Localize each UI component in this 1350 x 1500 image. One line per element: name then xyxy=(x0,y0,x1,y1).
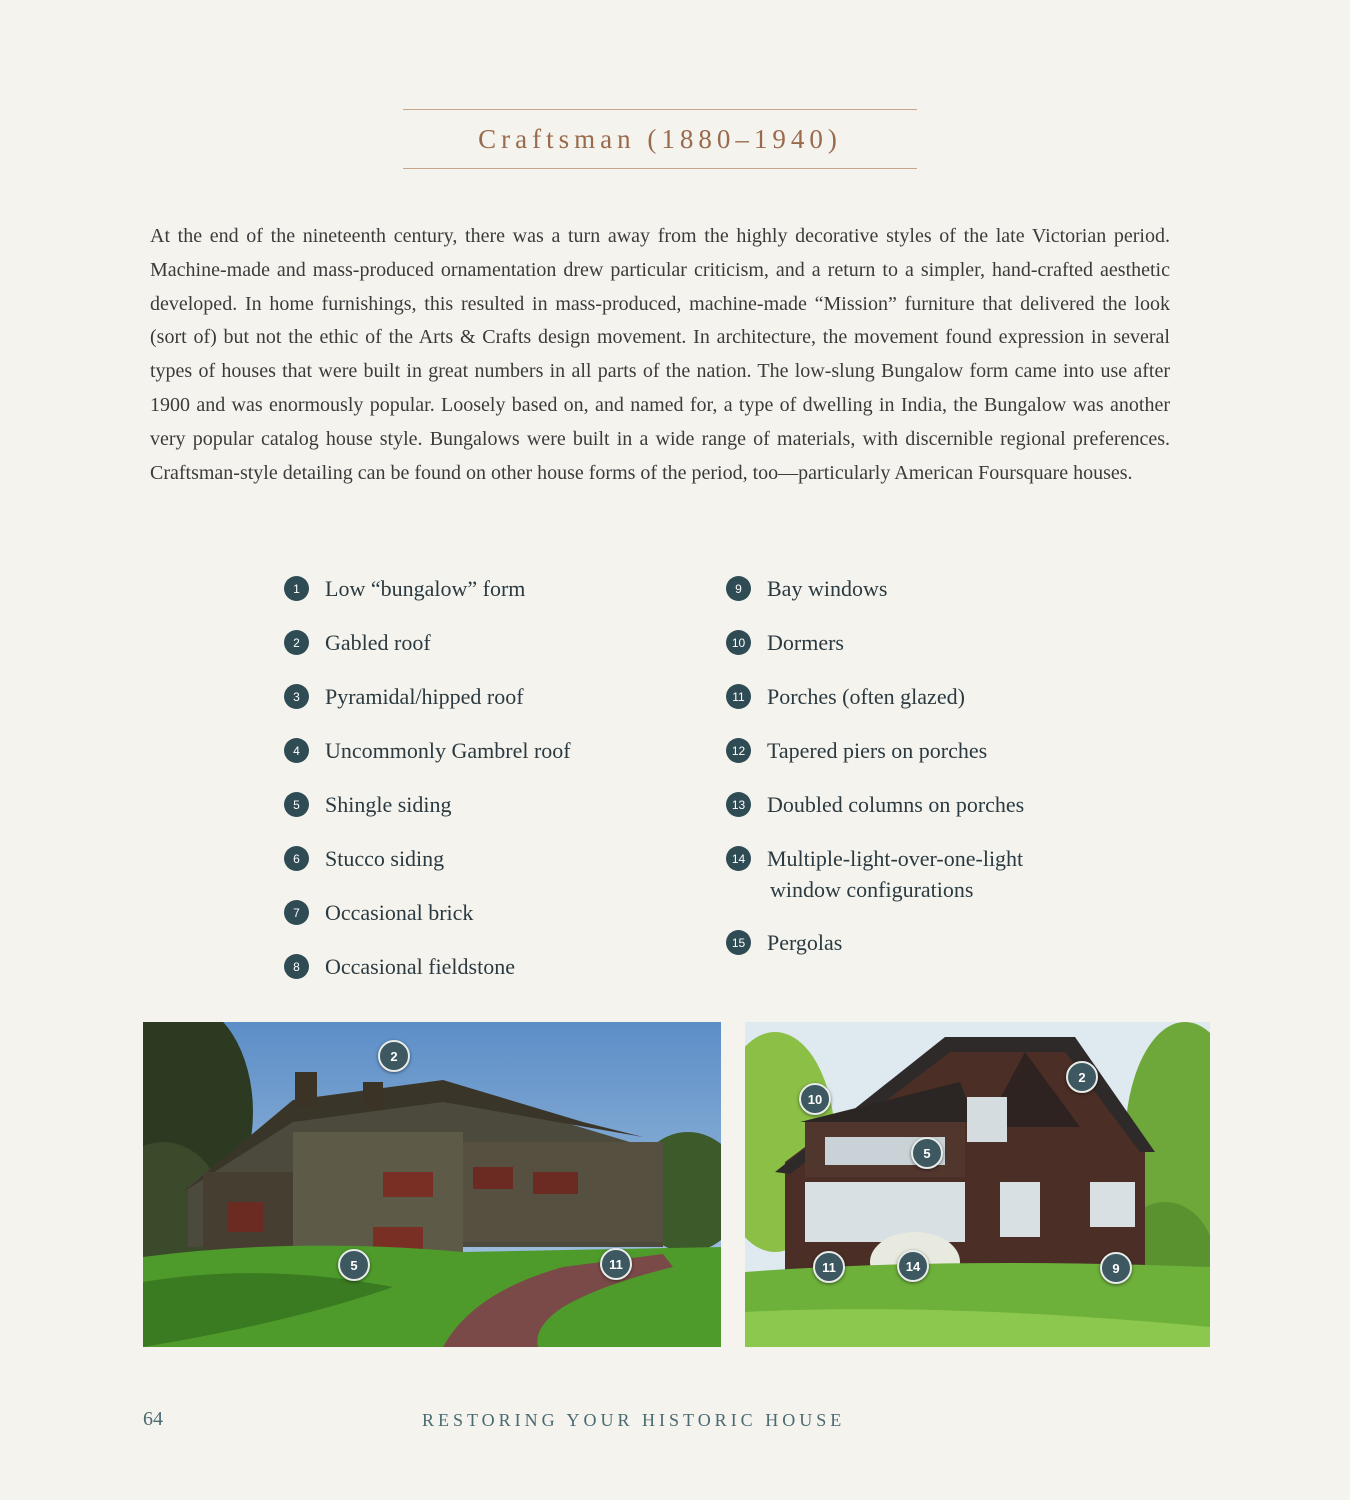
feature-number-badge: 9 xyxy=(726,576,751,601)
photo-callout-marker: 14 xyxy=(897,1250,929,1282)
feature-label: Pergolas xyxy=(767,930,843,955)
photo-callout-marker: 11 xyxy=(600,1248,632,1280)
feature-label: Low “bungalow” form xyxy=(325,576,526,601)
feature-number-badge: 6 xyxy=(284,846,309,871)
feature-label: Shingle siding xyxy=(325,792,452,817)
photo-craftsman-house-1 xyxy=(143,1022,721,1347)
feature-number-badge: 15 xyxy=(726,930,751,955)
feature-item xyxy=(726,573,887,604)
feature-item xyxy=(284,843,444,874)
feature-label: Dormers xyxy=(767,630,844,655)
photo-callout-marker: 9 xyxy=(1100,1252,1132,1284)
photo-craftsman-house-2 xyxy=(745,1022,1210,1347)
feature-item xyxy=(726,735,987,766)
feature-label: Gabled roof xyxy=(325,630,431,655)
feature-number-badge: 8 xyxy=(284,954,309,979)
feature-item xyxy=(726,789,1024,820)
feature-label: Tapered piers on porches xyxy=(767,738,988,763)
feature-number-badge: 13 xyxy=(726,792,751,817)
feature-number-badge: 10 xyxy=(726,630,751,655)
feature-label: Occasional fieldstone xyxy=(325,954,515,979)
intro-paragraph: At the end of the nineteenth century, there was a turn away from the highly decorative styles of the late Victorian period. Machine-made and mass-produced ornamentation drew particular criticism, and a return to a simpler, hand-crafted aesthetic developed. In home furnishings, this resulted in mass-produced, machine-made “Mission” furniture that delivered the look (sort of) but not the ethic of the Arts & Crafts design movement. In architecture, the movement found expression in several types of houses that were built in great numbers in all parts of the nation. The low-slung Bungalow form came into use after 1900 and was enormously popular. Loosely based on, and named for, a type of dwelling in India, the Bungalow was another very popular catalog house style. Bungalows were built in a wide range of materials, with discernible regional preferences. Craftsman-style detailing can be found on other house forms of the period, too—particularly American Foursquare houses. xyxy=(150,225,1170,484)
page-number: 64 xyxy=(143,1408,163,1430)
feature-label: Bay windows xyxy=(767,576,888,601)
feature-label-line2: window configurations xyxy=(770,877,974,902)
feature-item xyxy=(284,681,524,712)
feature-number-badge: 2 xyxy=(284,630,309,655)
feature-label: Doubled columns on porches xyxy=(767,792,1025,817)
photo-callout-marker: 2 xyxy=(378,1040,410,1072)
feature-label-line1: Multiple-light-over-one-light xyxy=(767,846,1024,871)
feature-number-badge: 4 xyxy=(284,738,309,763)
feature-label xyxy=(767,843,1023,905)
photo-callout-marker: 10 xyxy=(799,1083,831,1115)
photo-callout-marker: 5 xyxy=(911,1137,943,1169)
feature-item xyxy=(284,897,473,928)
feature-number-badge: 11 xyxy=(726,684,751,709)
feature-label: Pyramidal/hipped roof xyxy=(325,684,524,709)
feature-number-badge: 12 xyxy=(726,738,751,763)
feature-item xyxy=(726,627,844,658)
feature-number-badge: 14 xyxy=(726,846,751,871)
feature-number-badge: 3 xyxy=(284,684,309,709)
running-footer-book-title: RESTORING YOUR HISTORIC HOUSE xyxy=(422,1410,846,1430)
feature-number-badge: 5 xyxy=(284,792,309,817)
feature-item xyxy=(284,951,515,982)
title-rule-box xyxy=(403,109,917,169)
feature-label: Occasional brick xyxy=(325,900,474,925)
feature-item xyxy=(284,735,571,766)
feature-item xyxy=(284,573,525,604)
feature-number-badge: 1 xyxy=(284,576,309,601)
house-photo-illustration xyxy=(745,1022,1210,1347)
feature-item xyxy=(726,681,965,712)
feature-number-badge: 7 xyxy=(284,900,309,925)
feature-item xyxy=(284,627,431,658)
house-photo-illustration xyxy=(143,1022,721,1347)
photo-callout-marker: 5 xyxy=(338,1249,370,1281)
feature-item xyxy=(726,843,1023,905)
feature-label: Porches (often glazed) xyxy=(767,684,965,709)
feature-label: Uncommonly Gambrel roof xyxy=(325,738,571,763)
feature-label: Stucco siding xyxy=(325,846,445,871)
page-title: Craftsman (1880–1940) xyxy=(478,123,842,154)
photo-callout-marker: 11 xyxy=(813,1251,845,1283)
feature-item xyxy=(726,927,842,958)
feature-item xyxy=(284,789,452,820)
photo-callout-marker: 2 xyxy=(1066,1061,1098,1093)
